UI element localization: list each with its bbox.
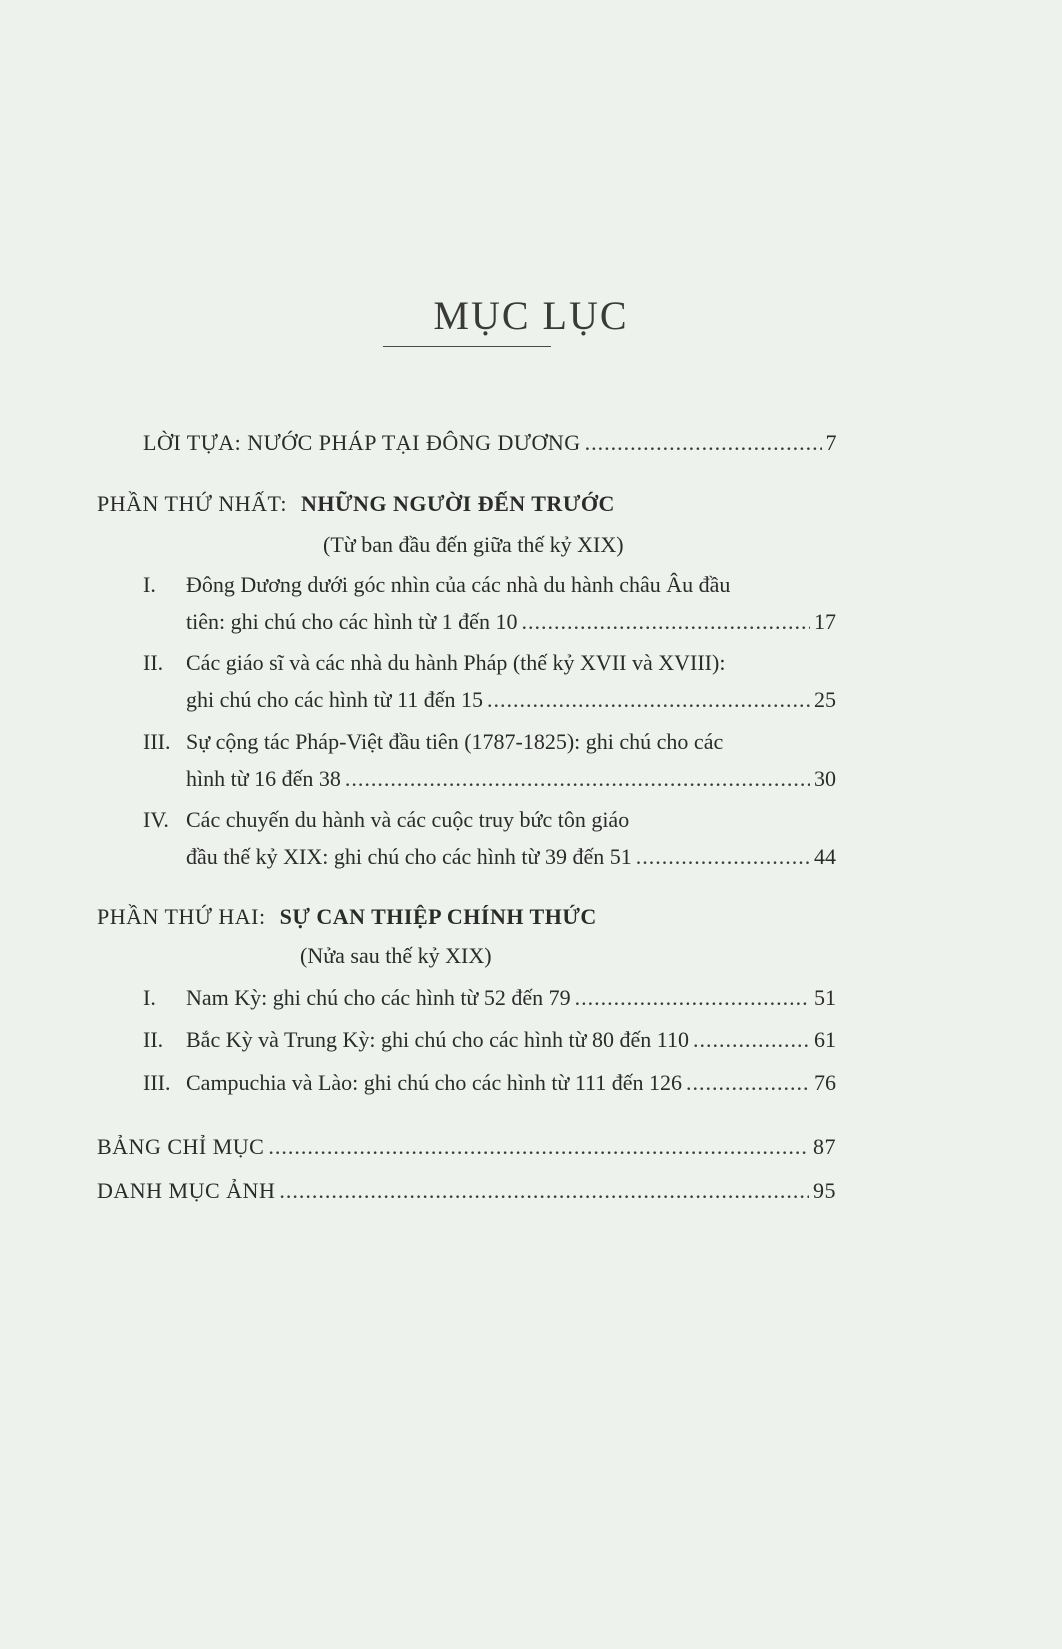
part-2-heading — [97, 903, 597, 931]
title-divider — [383, 346, 551, 347]
dot-leader — [686, 1069, 810, 1097]
entry-label: hình từ 16 đến 38 — [186, 766, 341, 791]
entry-label: tiên: ghi chú cho các hình từ 1 đến 10 — [186, 609, 518, 634]
toc-entry-chapter-1-4[interactable] — [186, 843, 836, 871]
chapter-number: I. — [143, 572, 156, 597]
toc-entry-preface[interactable] — [143, 429, 837, 457]
entry-label: đầu thế kỷ XIX: ghi chú cho các hình từ 39 đến 51 — [186, 844, 632, 869]
entry-label: LỜI TỰA: NƯỚC PHÁP TẠI ĐÔNG DƯƠNG — [143, 430, 581, 455]
dot-leader — [345, 765, 810, 793]
entry-label: Campuchia và Lào: ghi chú cho các hình từ 111 đến 126 — [186, 1070, 682, 1095]
chapter-number: III. — [143, 1070, 171, 1095]
toc-entry-chapter-2-1[interactable] — [186, 984, 836, 1012]
toc-entry-chapter-2-3[interactable] — [186, 1069, 836, 1097]
toc-entry-chapter-1-2[interactable] — [186, 686, 836, 714]
part-1-label: PHẦN THỨ NHẤT: — [97, 491, 288, 516]
chapter-title-line: Các chuyến du hành và các cuộc truy bức tôn giáo — [186, 807, 630, 832]
toc-entry-chapter-1-3[interactable] — [186, 765, 836, 793]
dot-leader — [279, 1177, 809, 1205]
dot-leader — [521, 608, 810, 636]
dot-leader — [585, 429, 822, 457]
entry-label: DANH MỤC ẢNH — [97, 1178, 276, 1203]
toc-entry-index[interactable] — [97, 1133, 836, 1161]
entry-page: 25 — [814, 687, 836, 712]
entry-page: 44 — [814, 844, 836, 869]
chapter-title-line: Đông Dương dưới góc nhìn của các nhà du hành châu Âu đầu — [186, 572, 731, 597]
chapter-title-line: Các giáo sĩ và các nhà du hành Pháp (thế kỷ XVII và XVIII): — [186, 650, 726, 675]
entry-label: Bắc Kỳ và Trung Kỳ: ghi chú cho các hình từ 80 đến 110 — [186, 1027, 689, 1052]
toc-entry-chapter-2-2[interactable] — [186, 1026, 836, 1054]
part-1-heading — [97, 490, 615, 518]
chapter-number: II. — [143, 1027, 164, 1052]
part-2-title: SỰ CAN THIỆP CHÍNH THỨC — [279, 904, 597, 929]
part-2-label: PHẦN THỨ HAI: — [97, 904, 266, 929]
page-title: MỤC LỤC — [433, 293, 629, 338]
part-1-title: NHỮNG NGƯỜI ĐẾN TRƯỚC — [301, 491, 615, 516]
toc-entry-photos[interactable] — [97, 1177, 836, 1205]
entry-page: 76 — [814, 1070, 836, 1095]
entry-page: 51 — [814, 985, 836, 1010]
dot-leader — [575, 984, 810, 1012]
chapter-number: III. — [143, 729, 171, 754]
toc-entry-chapter-1-1[interactable] — [186, 608, 836, 636]
entry-page: 7 — [825, 430, 837, 455]
chapter-title-line: Sự cộng tác Pháp-Việt đầu tiên (1787-1825): ghi chú cho các — [186, 729, 724, 754]
dot-leader — [487, 686, 810, 714]
chapter-number: II. — [143, 650, 164, 675]
entry-page: 95 — [813, 1178, 836, 1203]
entry-label: Nam Kỳ: ghi chú cho các hình từ 52 đến 79 — [186, 985, 571, 1010]
entry-page: 87 — [813, 1134, 836, 1159]
entry-page: 17 — [814, 609, 836, 634]
dot-leader — [268, 1133, 809, 1161]
entry-page: 30 — [814, 766, 836, 791]
chapter-number: IV. — [143, 807, 169, 832]
dot-leader — [636, 843, 810, 871]
dot-leader — [693, 1026, 810, 1054]
entry-label: ghi chú cho các hình từ 11 đến 15 — [186, 687, 484, 712]
part-2-subtitle: (Nửa sau thế kỷ XIX) — [300, 943, 492, 968]
part-1-subtitle: (Từ ban đầu đến giữa thế kỷ XIX) — [323, 532, 624, 557]
chapter-number: I. — [143, 985, 156, 1010]
entry-page: 61 — [814, 1027, 836, 1052]
entry-label: BẢNG CHỈ MỤC — [97, 1134, 265, 1159]
